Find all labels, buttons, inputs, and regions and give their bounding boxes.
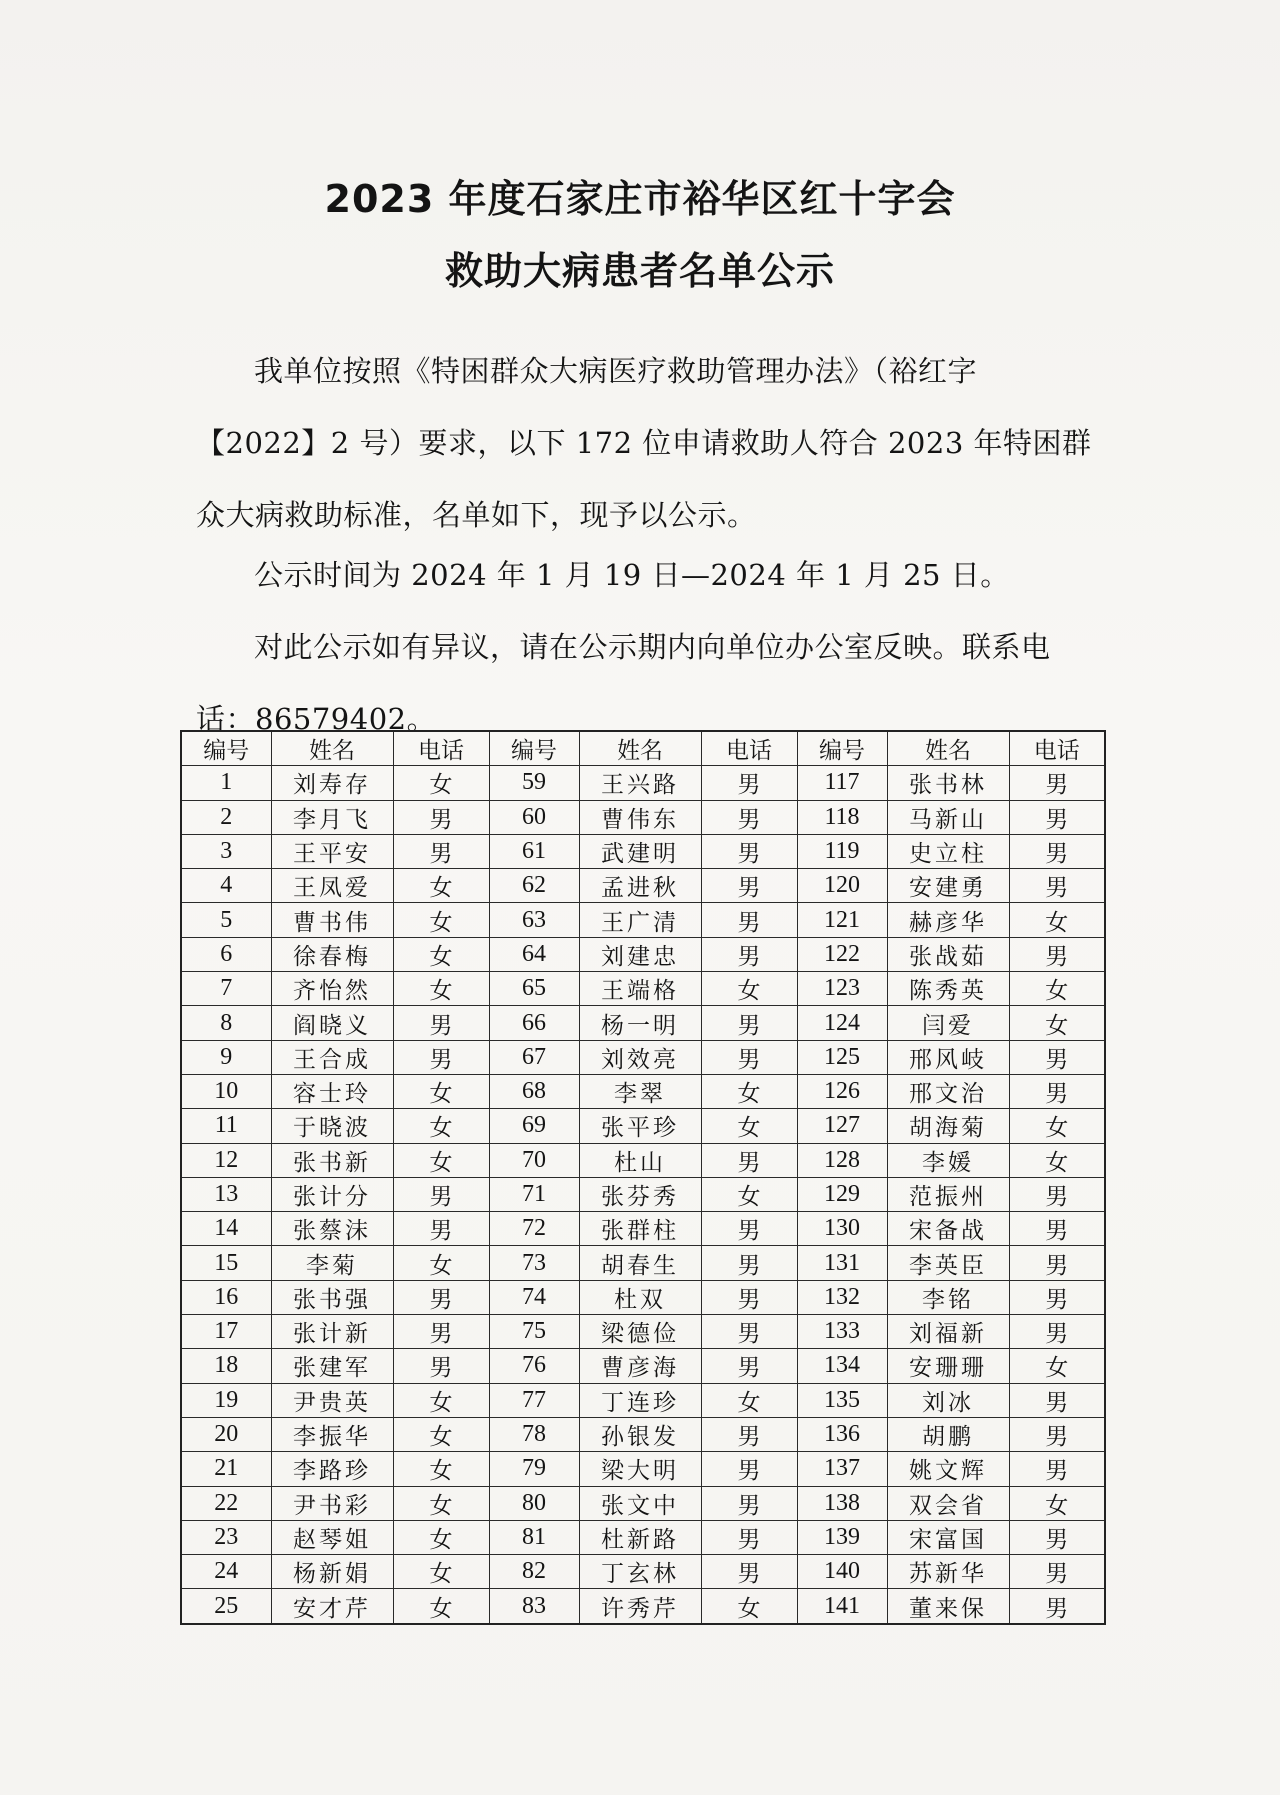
column-header: 电话 — [1009, 731, 1105, 766]
table-row — [181, 1246, 1105, 1280]
cell-name: 王平安 — [271, 834, 393, 868]
cell-number: 3 — [181, 834, 271, 868]
cell-name: 曹彦海 — [579, 1349, 701, 1383]
cell-gender: 男 — [701, 834, 797, 868]
cell-gender: 女 — [393, 1246, 489, 1280]
cell-gender: 男 — [1009, 800, 1105, 834]
cell-number: 121 — [797, 903, 887, 937]
cell-name: 张蔡沫 — [271, 1212, 393, 1246]
cell-gender: 男 — [701, 766, 797, 800]
cell-number: 133 — [797, 1315, 887, 1349]
cell-gender: 女 — [393, 972, 489, 1006]
cell-name: 刘效亮 — [579, 1040, 701, 1074]
cell-name: 梁大明 — [579, 1452, 701, 1486]
cell-number: 136 — [797, 1417, 887, 1451]
cell-number: 16 — [181, 1280, 271, 1314]
cell-name: 杨一明 — [579, 1006, 701, 1040]
cell-name: 安才芹 — [271, 1589, 393, 1624]
table-header-row — [181, 731, 1105, 766]
cell-gender: 女 — [1009, 1109, 1105, 1143]
cell-number: 62 — [489, 869, 579, 903]
cell-number: 7 — [181, 972, 271, 1006]
cell-gender: 男 — [701, 1349, 797, 1383]
cell-name: 张计新 — [271, 1315, 393, 1349]
cell-number: 4 — [181, 869, 271, 903]
table-row — [181, 903, 1105, 937]
cell-gender: 男 — [393, 1212, 489, 1246]
cell-name: 张芬秀 — [579, 1177, 701, 1211]
table-row — [181, 800, 1105, 834]
cell-number: 69 — [489, 1109, 579, 1143]
cell-number: 2 — [181, 800, 271, 834]
cell-name: 李月飞 — [271, 800, 393, 834]
cell-name: 安建勇 — [887, 869, 1009, 903]
cell-name: 于晓波 — [271, 1109, 393, 1143]
cell-name: 范振州 — [887, 1177, 1009, 1211]
cell-name: 王合成 — [271, 1040, 393, 1074]
cell-gender: 男 — [701, 1040, 797, 1074]
cell-name: 李翠 — [579, 1074, 701, 1108]
cell-number: 141 — [797, 1589, 887, 1624]
table-row — [181, 1315, 1105, 1349]
cell-number: 83 — [489, 1589, 579, 1624]
cell-gender: 男 — [701, 869, 797, 903]
cell-gender: 女 — [1009, 972, 1105, 1006]
cell-gender: 男 — [701, 1246, 797, 1280]
cell-number: 6 — [181, 937, 271, 971]
intro-paragraph: 我单位按照《特困群众大病医疗救助管理办法》（裕红字【2022】2 号）要求，以下 172 位申请救助人符合 2023 年特困群众大病救助标准，名单如下，现予以公示。 — [196, 354, 1092, 532]
document-title-line2: 救助大病患者名单公示 — [444, 249, 835, 293]
cell-name: 许秀芹 — [579, 1589, 701, 1624]
cell-number: 64 — [489, 937, 579, 971]
cell-name: 李铭 — [887, 1280, 1009, 1314]
cell-number: 10 — [181, 1074, 271, 1108]
cell-gender: 男 — [701, 937, 797, 971]
cell-number: 82 — [489, 1555, 579, 1589]
cell-name: 张战茹 — [887, 937, 1009, 971]
cell-gender: 女 — [393, 1383, 489, 1417]
cell-name: 张计分 — [271, 1177, 393, 1211]
table-row — [181, 1589, 1105, 1624]
cell-name: 张文中 — [579, 1486, 701, 1520]
cell-gender: 女 — [1009, 903, 1105, 937]
cell-number: 70 — [489, 1143, 579, 1177]
cell-name: 史立柱 — [887, 834, 1009, 868]
cell-gender: 男 — [701, 903, 797, 937]
cell-gender: 女 — [393, 1143, 489, 1177]
cell-name: 刘寿存 — [271, 766, 393, 800]
cell-number: 137 — [797, 1452, 887, 1486]
cell-gender: 女 — [393, 869, 489, 903]
cell-name: 张群柱 — [579, 1212, 701, 1246]
cell-name: 容士玲 — [271, 1074, 393, 1108]
cell-name: 宋备战 — [887, 1212, 1009, 1246]
cell-name: 马新山 — [887, 800, 1009, 834]
cell-number: 131 — [797, 1246, 887, 1280]
cell-number: 78 — [489, 1417, 579, 1451]
cell-number: 9 — [181, 1040, 271, 1074]
cell-gender: 男 — [701, 1212, 797, 1246]
cell-number: 120 — [797, 869, 887, 903]
cell-number: 24 — [181, 1555, 271, 1589]
cell-name: 刘福新 — [887, 1315, 1009, 1349]
cell-name: 邢风岐 — [887, 1040, 1009, 1074]
cell-gender: 男 — [1009, 766, 1105, 800]
cell-gender: 女 — [1009, 1349, 1105, 1383]
cell-number: 14 — [181, 1212, 271, 1246]
table-row — [181, 1520, 1105, 1554]
cell-number: 134 — [797, 1349, 887, 1383]
cell-number: 138 — [797, 1486, 887, 1520]
cell-name: 张建军 — [271, 1349, 393, 1383]
cell-name: 徐春梅 — [271, 937, 393, 971]
cell-gender: 男 — [701, 1486, 797, 1520]
cell-number: 65 — [489, 972, 579, 1006]
cell-gender: 男 — [701, 1417, 797, 1451]
cell-number: 74 — [489, 1280, 579, 1314]
cell-number: 19 — [181, 1383, 271, 1417]
cell-gender: 男 — [701, 1280, 797, 1314]
cell-gender: 女 — [393, 1520, 489, 1554]
cell-number: 11 — [181, 1109, 271, 1143]
cell-number: 125 — [797, 1040, 887, 1074]
column-header: 电话 — [701, 731, 797, 766]
cell-name: 张书新 — [271, 1143, 393, 1177]
cell-name: 刘建忠 — [579, 937, 701, 971]
cell-number: 13 — [181, 1177, 271, 1211]
cell-name: 胡海菊 — [887, 1109, 1009, 1143]
cell-number: 18 — [181, 1349, 271, 1383]
cell-gender: 女 — [393, 1555, 489, 1589]
cell-number: 130 — [797, 1212, 887, 1246]
cell-gender: 男 — [701, 1143, 797, 1177]
cell-gender: 男 — [1009, 1074, 1105, 1108]
cell-gender: 男 — [1009, 1383, 1105, 1417]
cell-number: 122 — [797, 937, 887, 971]
cell-name: 陈秀英 — [887, 972, 1009, 1006]
cell-name: 李英臣 — [887, 1246, 1009, 1280]
cell-gender: 女 — [701, 1589, 797, 1624]
cell-name: 齐怡然 — [271, 972, 393, 1006]
cell-gender: 男 — [393, 800, 489, 834]
cell-number: 135 — [797, 1383, 887, 1417]
cell-number: 59 — [489, 766, 579, 800]
cell-name: 闫爱 — [887, 1006, 1009, 1040]
cell-gender: 女 — [393, 766, 489, 800]
cell-name: 阎晓义 — [271, 1006, 393, 1040]
cell-gender: 男 — [393, 1280, 489, 1314]
cell-gender: 女 — [1009, 1006, 1105, 1040]
cell-gender: 男 — [1009, 1589, 1105, 1624]
cell-name: 苏新华 — [887, 1555, 1009, 1589]
cell-number: 124 — [797, 1006, 887, 1040]
cell-name: 赵琴姐 — [271, 1520, 393, 1554]
cell-number: 23 — [181, 1520, 271, 1554]
cell-gender: 男 — [1009, 1315, 1105, 1349]
cell-number: 63 — [489, 903, 579, 937]
cell-name: 杜新路 — [579, 1520, 701, 1554]
cell-name: 杜双 — [579, 1280, 701, 1314]
cell-number: 132 — [797, 1280, 887, 1314]
cell-gender: 男 — [1009, 1520, 1105, 1554]
cell-gender: 男 — [1009, 1555, 1105, 1589]
patient-list-table — [180, 730, 1106, 1625]
table-row — [181, 1177, 1105, 1211]
cell-number: 12 — [181, 1143, 271, 1177]
cell-number: 123 — [797, 972, 887, 1006]
cell-number: 126 — [797, 1074, 887, 1108]
table-row — [181, 766, 1105, 800]
cell-gender: 男 — [1009, 1040, 1105, 1074]
table-row — [181, 1486, 1105, 1520]
cell-gender: 男 — [393, 1040, 489, 1074]
cell-number: 77 — [489, 1383, 579, 1417]
cell-number: 140 — [797, 1555, 887, 1589]
cell-name: 王广清 — [579, 903, 701, 937]
cell-name: 双会省 — [887, 1486, 1009, 1520]
cell-gender: 女 — [393, 1452, 489, 1486]
cell-gender: 女 — [701, 1383, 797, 1417]
cell-number: 118 — [797, 800, 887, 834]
cell-gender: 女 — [701, 1109, 797, 1143]
table-row — [181, 1006, 1105, 1040]
cell-gender: 男 — [1009, 1452, 1105, 1486]
cell-gender: 男 — [1009, 937, 1105, 971]
cell-number: 75 — [489, 1315, 579, 1349]
cell-gender: 男 — [701, 1315, 797, 1349]
table-row — [181, 1143, 1105, 1177]
cell-name: 王端格 — [579, 972, 701, 1006]
cell-gender: 女 — [701, 972, 797, 1006]
table-row — [181, 1555, 1105, 1589]
cell-name: 王凤爱 — [271, 869, 393, 903]
table-row — [181, 869, 1105, 903]
cell-gender: 男 — [393, 1349, 489, 1383]
cell-name: 刘冰 — [887, 1383, 1009, 1417]
cell-name: 张书林 — [887, 766, 1009, 800]
cell-name: 李振华 — [271, 1417, 393, 1451]
cell-gender: 女 — [393, 1417, 489, 1451]
cell-name: 李路珍 — [271, 1452, 393, 1486]
cell-number: 5 — [181, 903, 271, 937]
column-header: 编号 — [797, 731, 887, 766]
cell-gender: 男 — [701, 1555, 797, 1589]
cell-name: 尹书彩 — [271, 1486, 393, 1520]
cell-gender: 女 — [393, 903, 489, 937]
table-row — [181, 972, 1105, 1006]
cell-name: 曹伟东 — [579, 800, 701, 834]
cell-gender: 男 — [701, 1006, 797, 1040]
cell-name: 丁连珍 — [579, 1383, 701, 1417]
cell-gender: 男 — [1009, 1246, 1105, 1280]
cell-name: 杨新娟 — [271, 1555, 393, 1589]
table-row — [181, 1417, 1105, 1451]
cell-gender: 女 — [393, 1589, 489, 1624]
cell-number: 128 — [797, 1143, 887, 1177]
cell-number: 22 — [181, 1486, 271, 1520]
cell-name: 邢文治 — [887, 1074, 1009, 1108]
cell-gender: 男 — [701, 1520, 797, 1554]
column-header: 姓名 — [271, 731, 393, 766]
cell-number: 67 — [489, 1040, 579, 1074]
cell-name: 曹书伟 — [271, 903, 393, 937]
cell-gender: 女 — [393, 1486, 489, 1520]
cell-gender: 男 — [701, 1452, 797, 1486]
cell-gender: 女 — [393, 1074, 489, 1108]
cell-name: 董来保 — [887, 1589, 1009, 1624]
cell-number: 20 — [181, 1417, 271, 1451]
cell-gender: 女 — [701, 1177, 797, 1211]
contact-paragraph: 对此公示如有异议，请在公示期内向单位办公室反映。联系电话：86579402。 — [196, 630, 1051, 736]
table-row — [181, 1280, 1105, 1314]
cell-number: 119 — [797, 834, 887, 868]
table-row — [181, 1040, 1105, 1074]
cell-number: 68 — [489, 1074, 579, 1108]
cell-gender: 女 — [393, 1109, 489, 1143]
cell-name: 安珊珊 — [887, 1349, 1009, 1383]
cell-name: 丁玄林 — [579, 1555, 701, 1589]
cell-name: 李菊 — [271, 1246, 393, 1280]
cell-name: 杜山 — [579, 1143, 701, 1177]
cell-name: 赫彦华 — [887, 903, 1009, 937]
column-header: 电话 — [393, 731, 489, 766]
cell-name: 尹贵英 — [271, 1383, 393, 1417]
cell-gender: 女 — [701, 1074, 797, 1108]
cell-number: 80 — [489, 1486, 579, 1520]
cell-number: 60 — [489, 800, 579, 834]
cell-number: 129 — [797, 1177, 887, 1211]
table-row — [181, 1383, 1105, 1417]
cell-name: 梁德俭 — [579, 1315, 701, 1349]
document-title-line1: 2023 年度石家庄市裕华区红十字会 — [324, 177, 956, 221]
column-header: 姓名 — [579, 731, 701, 766]
cell-name: 孟进秋 — [579, 869, 701, 903]
cell-number: 79 — [489, 1452, 579, 1486]
cell-gender: 男 — [1009, 869, 1105, 903]
table-row — [181, 1212, 1105, 1246]
cell-gender: 男 — [393, 1177, 489, 1211]
cell-gender: 男 — [701, 800, 797, 834]
cell-gender: 男 — [393, 1006, 489, 1040]
cell-number: 21 — [181, 1452, 271, 1486]
cell-number: 66 — [489, 1006, 579, 1040]
column-header: 编号 — [181, 731, 271, 766]
cell-gender: 男 — [1009, 1417, 1105, 1451]
column-header: 编号 — [489, 731, 579, 766]
table-row — [181, 1109, 1105, 1143]
cell-gender: 男 — [1009, 1280, 1105, 1314]
cell-name: 李媛 — [887, 1143, 1009, 1177]
cell-number: 117 — [797, 766, 887, 800]
cell-gender: 女 — [1009, 1143, 1105, 1177]
cell-name: 胡鹏 — [887, 1417, 1009, 1451]
cell-number: 71 — [489, 1177, 579, 1211]
column-header: 姓名 — [887, 731, 1009, 766]
cell-name: 武建明 — [579, 834, 701, 868]
cell-gender: 女 — [393, 937, 489, 971]
table-row — [181, 1452, 1105, 1486]
cell-number: 139 — [797, 1520, 887, 1554]
cell-name: 宋富国 — [887, 1520, 1009, 1554]
notice-period-paragraph: 公示时间为 2024 年 1 月 19 日—2024 年 1 月 25 日。 — [254, 558, 1010, 592]
cell-number: 81 — [489, 1520, 579, 1554]
cell-name: 孙银发 — [579, 1417, 701, 1451]
table-row — [181, 834, 1105, 868]
cell-name: 王兴路 — [579, 766, 701, 800]
table-row — [181, 1074, 1105, 1108]
cell-gender: 男 — [1009, 834, 1105, 868]
table-row — [181, 1349, 1105, 1383]
cell-gender: 女 — [1009, 1486, 1105, 1520]
cell-name: 胡春生 — [579, 1246, 701, 1280]
cell-number: 61 — [489, 834, 579, 868]
cell-name: 张平珍 — [579, 1109, 701, 1143]
cell-number: 76 — [489, 1349, 579, 1383]
cell-number: 73 — [489, 1246, 579, 1280]
cell-gender: 男 — [1009, 1212, 1105, 1246]
cell-number: 25 — [181, 1589, 271, 1624]
cell-gender: 男 — [1009, 1177, 1105, 1211]
cell-number: 127 — [797, 1109, 887, 1143]
cell-number: 15 — [181, 1246, 271, 1280]
cell-name: 姚文辉 — [887, 1452, 1009, 1486]
cell-name: 张书强 — [271, 1280, 393, 1314]
cell-number: 17 — [181, 1315, 271, 1349]
table-row — [181, 937, 1105, 971]
cell-gender: 男 — [393, 834, 489, 868]
table-body — [181, 766, 1105, 1624]
cell-number: 8 — [181, 1006, 271, 1040]
cell-number: 1 — [181, 766, 271, 800]
cell-number: 72 — [489, 1212, 579, 1246]
cell-gender: 男 — [393, 1315, 489, 1349]
